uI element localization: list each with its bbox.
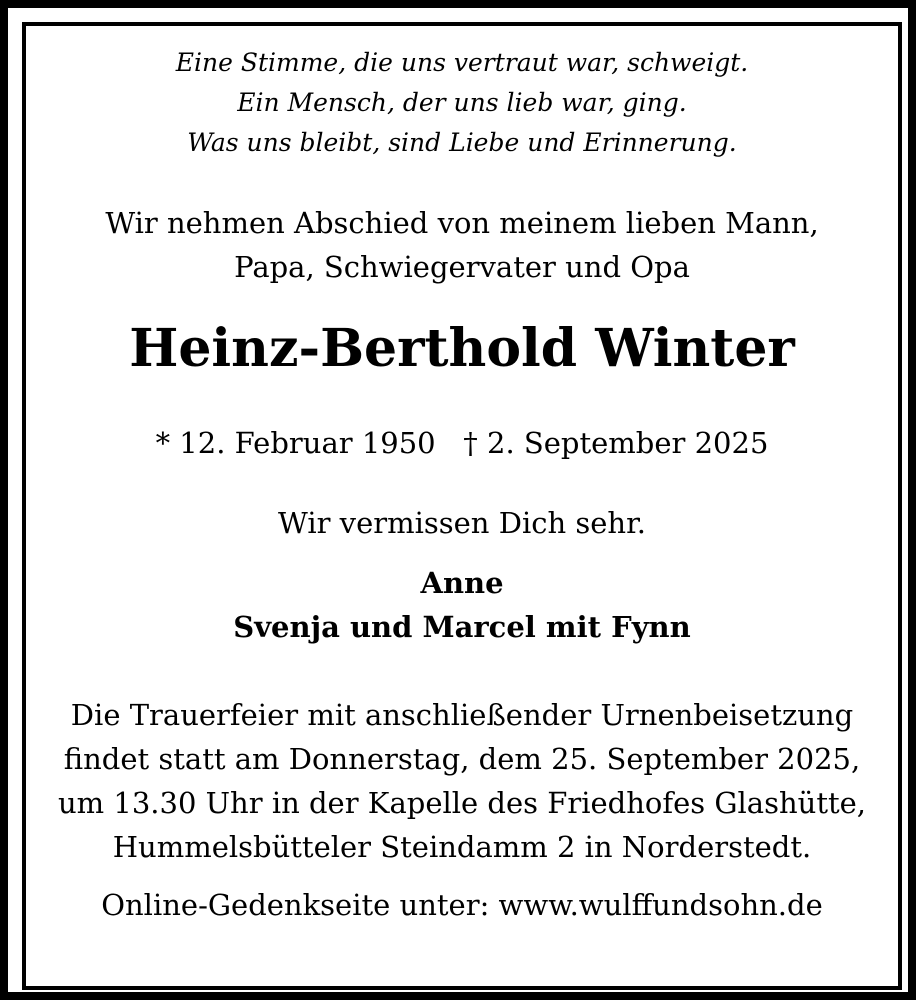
online-memorial-link: Online-Gedenkseite unter: www.wulffundsohn.de xyxy=(101,888,823,922)
service-line: Die Trauerfeier mit anschließender Urnenbeisetzung xyxy=(70,698,854,732)
service-line: findet statt am Donnerstag, dem 25. September 2025, xyxy=(63,742,861,776)
mourner: Anne xyxy=(420,566,504,600)
life-dates: * 12. Februar 1950 † 2. September 2025 xyxy=(155,426,769,460)
closing-line: Wir vermissen Dich sehr. xyxy=(278,506,646,540)
service-line: Hummelsbütteler Steindamm 2 in Norderstedt. xyxy=(112,830,812,864)
poem-line: Was uns bleibt, sind Liebe und Erinnerung. xyxy=(187,128,737,157)
inner-frame xyxy=(22,22,902,990)
mourner: Svenja und Marcel mit Fynn xyxy=(233,610,691,644)
intro-line: Papa, Schwiegervater und Opa xyxy=(234,250,690,284)
poem-line: Ein Mensch, der uns lieb war, ging. xyxy=(237,88,687,117)
service-line: um 13.30 Uhr in der Kapelle des Friedhofes Glashütte, xyxy=(57,786,867,820)
outer-frame xyxy=(8,8,908,992)
deceased-name: Heinz-Berthold Winter xyxy=(129,318,795,379)
poem-line: Eine Stimme, die uns vertraut war, schweigt. xyxy=(175,48,749,77)
intro-line: Wir nehmen Abschied von meinem lieben Mann, xyxy=(105,206,819,240)
